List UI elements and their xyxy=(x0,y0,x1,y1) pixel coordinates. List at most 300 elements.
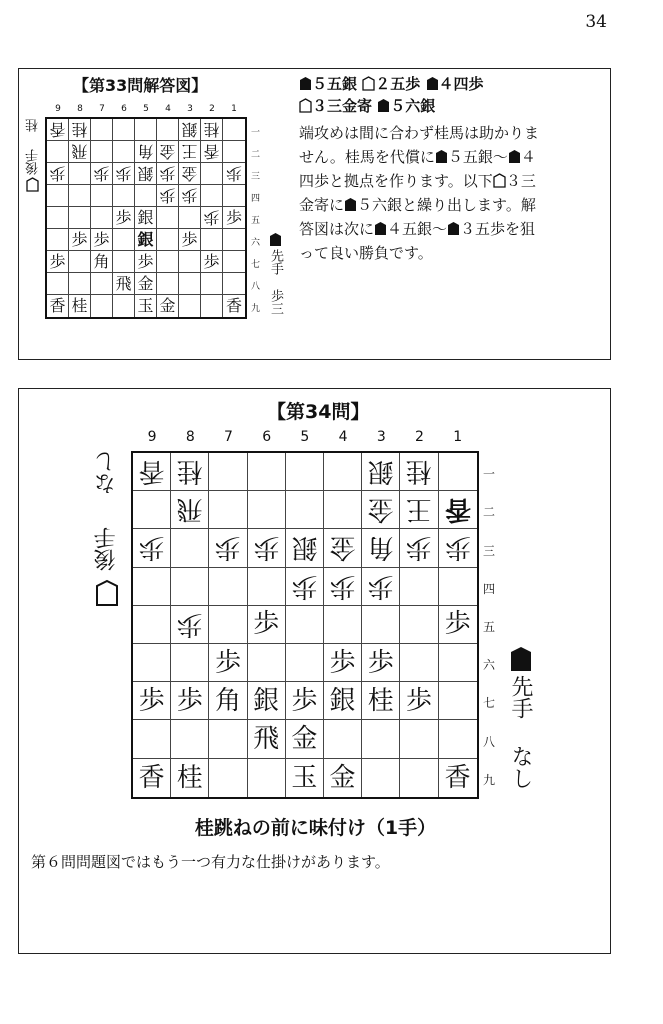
gote-mark-icon xyxy=(95,579,119,611)
gote-piece: 飛 xyxy=(176,494,203,525)
gote-piece: 桂 xyxy=(203,120,220,140)
gote-piece: 王 xyxy=(181,142,198,162)
row-label: 一 xyxy=(251,127,261,138)
gote-piece: 歩 xyxy=(49,164,66,184)
board-square xyxy=(135,251,157,273)
board-square xyxy=(179,229,201,251)
column-label: 1 xyxy=(231,104,237,114)
board-square xyxy=(248,568,286,606)
board-square xyxy=(248,606,286,644)
board-square xyxy=(113,295,135,317)
gote-piece: 金 xyxy=(367,494,394,525)
board-square xyxy=(201,119,223,141)
column-label: 4 xyxy=(165,104,171,114)
board-square xyxy=(133,453,171,491)
sente-piece: 歩 xyxy=(138,685,165,716)
board-square xyxy=(439,529,477,567)
board-square xyxy=(201,251,223,273)
gote-hand-pieces: 桂 xyxy=(26,119,41,132)
text-run: ３五歩を狙 xyxy=(460,220,536,238)
gote-piece: 金 xyxy=(329,532,356,563)
sente-piece: 香 xyxy=(444,762,471,793)
gote-piece: 歩 xyxy=(329,571,356,602)
sente-piece: 銀 xyxy=(329,685,356,716)
sente-piece: 歩 xyxy=(176,685,203,716)
board-square xyxy=(157,229,179,251)
board-square xyxy=(362,453,400,491)
problem-gote-label: 後手 xyxy=(94,527,119,571)
sente-mark-icon xyxy=(447,220,460,238)
gote-piece: 歩 xyxy=(253,532,280,563)
column-label: 8 xyxy=(77,104,83,114)
board-square xyxy=(209,682,247,720)
board-square xyxy=(69,273,91,295)
column-label: 3 xyxy=(187,104,193,114)
board-square xyxy=(286,720,324,758)
board-square xyxy=(47,185,69,207)
column-label: 5 xyxy=(300,429,310,445)
row-label: 二 xyxy=(483,505,496,520)
board-square xyxy=(69,295,91,317)
board-square xyxy=(133,759,171,797)
sente-piece: 香 xyxy=(49,296,66,315)
row-label: 四 xyxy=(483,581,496,596)
answer-gote-label: 後手 xyxy=(26,149,41,175)
board-square xyxy=(324,568,362,606)
sente-piece: 歩 xyxy=(367,647,394,678)
problem-panel xyxy=(18,388,611,954)
sente-piece: 歩 xyxy=(115,207,132,227)
board-square xyxy=(135,207,157,229)
board-square xyxy=(209,720,247,758)
commentary-line xyxy=(299,193,539,217)
answer-sente-label: 先手 xyxy=(268,249,283,275)
gote-piece: 歩 xyxy=(226,164,243,184)
board-square xyxy=(171,453,209,491)
row-label: 三 xyxy=(483,543,496,558)
board-square xyxy=(248,759,286,797)
board-square xyxy=(223,273,245,295)
gote-mark-icon xyxy=(26,177,39,196)
board-square xyxy=(179,273,201,295)
board-square xyxy=(133,568,171,606)
board-square xyxy=(113,163,135,185)
gote-mark-icon xyxy=(493,172,506,190)
board-square xyxy=(324,491,362,529)
sente-piece: 銀 xyxy=(253,685,280,716)
sente-mark-icon xyxy=(426,75,439,93)
text-run: ４四歩 xyxy=(438,75,484,93)
board-square xyxy=(179,295,201,317)
board-square xyxy=(179,185,201,207)
board-square xyxy=(400,491,438,529)
board-square xyxy=(133,644,171,682)
gote-piece: 香 xyxy=(203,142,220,162)
board-square xyxy=(223,251,245,273)
board-square xyxy=(171,491,209,529)
sente-mark-icon xyxy=(377,97,390,115)
board-square xyxy=(362,644,400,682)
board-square xyxy=(248,529,286,567)
sente-piece: 香 xyxy=(138,762,165,793)
board-square xyxy=(286,606,324,644)
answer-moves xyxy=(299,73,484,117)
sente-piece: 角 xyxy=(214,685,241,716)
text-run: ３三金寄 xyxy=(312,97,373,115)
board-square xyxy=(113,273,135,295)
column-label: 6 xyxy=(262,429,272,445)
problem-sente-hand: なし xyxy=(508,745,533,789)
board-square xyxy=(179,207,201,229)
problem-sente-label: 先手 xyxy=(508,675,533,719)
gote-piece: 歩 xyxy=(405,532,432,563)
sente-mark-icon xyxy=(374,220,387,238)
board-square xyxy=(439,491,477,529)
gote-piece: 歩 xyxy=(176,609,203,640)
sente-piece: 桂 xyxy=(176,762,203,793)
board-square xyxy=(248,720,286,758)
board-square xyxy=(47,119,69,141)
board-square xyxy=(223,185,245,207)
board-square xyxy=(69,229,91,251)
text-run: せん。桂馬を代償に xyxy=(299,148,435,166)
board-square xyxy=(113,141,135,163)
board-square xyxy=(248,453,286,491)
sente-piece: 飛 xyxy=(253,723,280,754)
gote-piece: 歩 xyxy=(159,164,176,184)
page-number: 34 xyxy=(585,12,607,32)
sente-piece: 金 xyxy=(329,762,356,793)
gote-piece: 歩 xyxy=(115,164,132,184)
row-label: 五 xyxy=(251,215,261,226)
board-square xyxy=(135,163,157,185)
commentary-line xyxy=(299,169,539,193)
board-square xyxy=(171,720,209,758)
gote-piece: 飛 xyxy=(71,142,88,162)
board-square xyxy=(69,141,91,163)
row-label: 一 xyxy=(483,467,496,482)
problem-board xyxy=(131,451,479,799)
gote-piece: 歩 xyxy=(291,571,318,602)
board-square xyxy=(47,251,69,273)
board-square xyxy=(439,759,477,797)
board-square xyxy=(209,491,247,529)
sente-mark-icon xyxy=(344,196,357,214)
board-square xyxy=(91,207,113,229)
text-run: ５五銀～ xyxy=(447,148,508,166)
row-label: 九 xyxy=(251,303,261,314)
sente-piece: 金 xyxy=(159,296,176,315)
text-run: ５六銀と繰り出します。解 xyxy=(357,196,536,214)
board-square xyxy=(201,163,223,185)
board-square xyxy=(69,251,91,273)
sente-piece: 角 xyxy=(93,251,110,271)
board-square xyxy=(400,720,438,758)
sente-piece: 歩 xyxy=(49,251,66,271)
sente-piece: 歩 xyxy=(71,229,88,249)
gote-piece: 歩 xyxy=(367,571,394,602)
gote-piece: 桂 xyxy=(405,456,432,487)
gote-piece: 金 xyxy=(159,142,176,162)
board-square xyxy=(113,119,135,141)
board-square xyxy=(179,163,201,185)
board-square xyxy=(47,141,69,163)
board-square xyxy=(286,682,324,720)
gote-piece: 銀 xyxy=(137,164,154,184)
problem-caption: 桂跳ねの前に味付け（1手） xyxy=(194,817,437,839)
board-square xyxy=(91,273,113,295)
board-square xyxy=(324,606,362,644)
board-square xyxy=(439,720,477,758)
sente-piece: 銀 xyxy=(137,207,154,227)
board-square xyxy=(439,568,477,606)
board-square xyxy=(179,141,201,163)
board-square xyxy=(157,141,179,163)
sente-piece: 歩 xyxy=(214,647,241,678)
board-square xyxy=(135,273,157,295)
commentary-line xyxy=(299,217,539,241)
board-square xyxy=(209,606,247,644)
row-label: 三 xyxy=(251,171,261,182)
text-run: ５五銀 xyxy=(312,75,358,93)
move-line xyxy=(299,73,484,95)
sente-piece: 歩 xyxy=(444,609,471,640)
sente-piece: 銀 xyxy=(137,229,154,249)
board-square xyxy=(324,682,362,720)
board-square xyxy=(209,568,247,606)
sente-piece: 歩 xyxy=(137,251,154,271)
row-label: 六 xyxy=(483,658,496,673)
column-label: 2 xyxy=(209,104,215,114)
sente-mark-icon xyxy=(299,75,312,93)
column-label: 5 xyxy=(143,104,149,114)
board-square xyxy=(201,229,223,251)
sente-piece: 歩 xyxy=(181,229,198,249)
gote-piece: 桂 xyxy=(71,120,88,140)
commentary-line xyxy=(299,121,539,145)
gote-piece: 香 xyxy=(49,120,66,140)
board-square xyxy=(91,119,113,141)
sente-piece: 玉 xyxy=(291,762,318,793)
gote-piece: 歩 xyxy=(138,532,165,563)
board-square xyxy=(157,251,179,273)
board-square xyxy=(171,606,209,644)
board-square xyxy=(133,529,171,567)
column-label: 2 xyxy=(415,429,424,445)
board-square xyxy=(201,141,223,163)
board-square xyxy=(324,644,362,682)
column-label: 9 xyxy=(55,104,61,114)
board-square xyxy=(223,119,245,141)
board-square xyxy=(209,644,247,682)
commentary-line xyxy=(299,145,539,169)
board-square xyxy=(69,119,91,141)
gote-mark-icon xyxy=(362,75,375,93)
board-square xyxy=(400,606,438,644)
move-line xyxy=(299,95,484,117)
answer-gote-hand xyxy=(27,119,41,132)
answer-title: 【第33問解答図】 xyxy=(73,76,208,95)
gote-piece: 金 xyxy=(181,164,198,184)
row-label: 二 xyxy=(251,149,261,160)
board-square xyxy=(91,141,113,163)
board-square xyxy=(209,759,247,797)
text-run: 答図は次に xyxy=(299,220,375,238)
board-square xyxy=(135,119,157,141)
board-square xyxy=(209,453,247,491)
board-square xyxy=(179,119,201,141)
sente-mark-icon xyxy=(508,148,521,166)
answer-sente-hand: 歩三 xyxy=(268,289,283,315)
board-square xyxy=(133,606,171,644)
gote-piece: 角 xyxy=(137,142,154,162)
board-square xyxy=(324,720,362,758)
board-square xyxy=(135,185,157,207)
board-square xyxy=(286,529,324,567)
sente-mark-icon xyxy=(509,645,533,677)
board-square xyxy=(248,491,286,529)
board-square xyxy=(69,207,91,229)
board-square xyxy=(324,529,362,567)
board-square xyxy=(133,682,171,720)
board-square xyxy=(439,606,477,644)
sente-piece: 歩 xyxy=(225,207,242,227)
board-square xyxy=(47,273,69,295)
board-square xyxy=(171,529,209,567)
text-run: 金寄に xyxy=(299,196,345,214)
text-run: ２五歩 xyxy=(375,75,421,93)
board-square xyxy=(286,568,324,606)
board-square xyxy=(362,606,400,644)
board-square xyxy=(113,185,135,207)
row-label: 七 xyxy=(483,696,496,711)
answer-panel xyxy=(18,68,611,360)
board-square xyxy=(201,185,223,207)
board-square xyxy=(439,644,477,682)
sente-piece: 歩 xyxy=(405,685,432,716)
gote-piece: 歩 xyxy=(444,532,471,563)
board-square xyxy=(201,273,223,295)
board-square xyxy=(400,759,438,797)
gote-piece: 歩 xyxy=(214,532,241,563)
problem-title: 【第34問】 xyxy=(267,401,370,423)
column-label: 7 xyxy=(224,429,233,445)
board-square xyxy=(324,759,362,797)
board-square xyxy=(157,207,179,229)
board-square xyxy=(157,295,179,317)
board-square xyxy=(362,529,400,567)
board-square xyxy=(69,163,91,185)
board-square xyxy=(91,251,113,273)
board-square xyxy=(201,207,223,229)
board-square xyxy=(157,273,179,295)
board-square xyxy=(69,185,91,207)
board-square xyxy=(135,141,157,163)
board-square xyxy=(91,163,113,185)
board-square xyxy=(47,207,69,229)
board-square xyxy=(91,229,113,251)
board-square xyxy=(171,568,209,606)
board-square xyxy=(324,453,362,491)
board-square xyxy=(248,682,286,720)
board-square xyxy=(439,682,477,720)
board-square xyxy=(362,759,400,797)
sente-piece: 桂 xyxy=(367,685,394,716)
board-square xyxy=(248,644,286,682)
board-square xyxy=(91,185,113,207)
row-label: 五 xyxy=(483,619,496,634)
board-square xyxy=(209,529,247,567)
sente-piece: 香 xyxy=(225,296,242,315)
sente-piece: 歩 xyxy=(329,647,356,678)
problem-hint: 第６問問題図ではもう一つ有力な仕掛けがあります。 xyxy=(31,853,390,871)
board-square xyxy=(400,644,438,682)
board-square xyxy=(286,453,324,491)
gote-piece: 銀 xyxy=(291,532,318,563)
board-square xyxy=(201,295,223,317)
sente-mark-icon xyxy=(435,148,448,166)
column-label: 8 xyxy=(185,429,195,445)
board-square xyxy=(135,295,157,317)
board-square xyxy=(157,185,179,207)
board-square xyxy=(223,163,245,185)
answer-board xyxy=(45,117,247,319)
text-run: 四歩と拠点を作ります。以下 xyxy=(299,172,493,190)
board-square xyxy=(223,295,245,317)
board-square xyxy=(135,229,157,251)
board-square xyxy=(400,453,438,491)
board-square xyxy=(113,207,135,229)
board-square xyxy=(362,568,400,606)
sente-piece: 歩 xyxy=(291,685,318,716)
board-square xyxy=(171,682,209,720)
column-label: 1 xyxy=(453,429,463,445)
board-square xyxy=(157,119,179,141)
gote-piece: 香 xyxy=(444,494,471,525)
row-label: 八 xyxy=(251,281,261,292)
column-label: 3 xyxy=(376,429,386,445)
column-label: 7 xyxy=(99,104,105,114)
board-square xyxy=(47,229,69,251)
board-square xyxy=(113,251,135,273)
board-square xyxy=(113,229,135,251)
sente-piece: 飛 xyxy=(115,273,132,293)
board-square xyxy=(171,644,209,682)
board-square xyxy=(223,229,245,251)
board-square xyxy=(133,491,171,529)
gote-piece: 銀 xyxy=(181,120,198,140)
row-label: 四 xyxy=(251,193,261,204)
commentary-line xyxy=(299,241,539,265)
gote-piece: 香 xyxy=(138,456,165,487)
sente-piece: 桂 xyxy=(71,296,88,315)
sente-piece: 歩 xyxy=(253,609,280,640)
board-square xyxy=(286,644,324,682)
row-label: 九 xyxy=(483,772,496,787)
problem-gote-hand: なし xyxy=(94,451,119,495)
column-label: 9 xyxy=(147,429,157,445)
gote-piece: 王 xyxy=(405,494,432,525)
board-square xyxy=(91,295,113,317)
column-label: 6 xyxy=(121,104,127,114)
column-label: 4 xyxy=(338,429,348,445)
answer-commentary xyxy=(299,121,539,265)
board-square xyxy=(362,491,400,529)
sente-piece: 歩 xyxy=(93,229,110,249)
board-square xyxy=(439,453,477,491)
board-square xyxy=(133,720,171,758)
board-square xyxy=(362,682,400,720)
